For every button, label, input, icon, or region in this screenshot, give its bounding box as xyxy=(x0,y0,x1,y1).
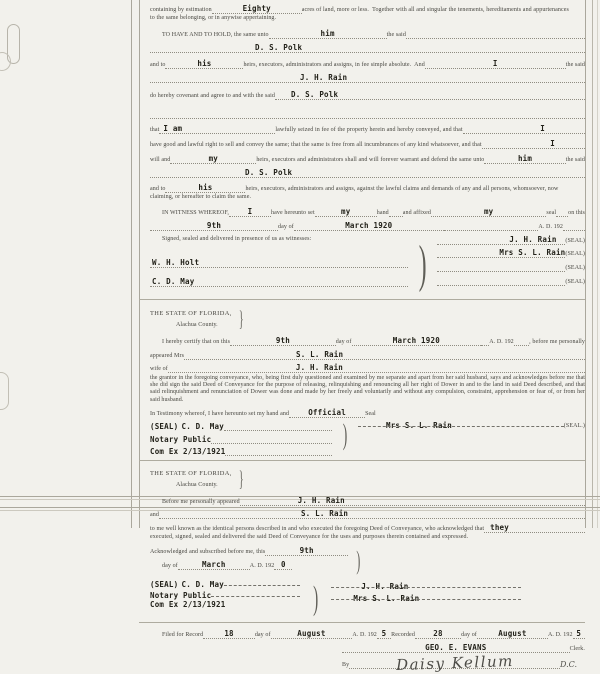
blank-line xyxy=(289,408,365,418)
left-rule-outer xyxy=(131,0,132,528)
typed-entry: Official xyxy=(308,407,346,417)
form-text: Signed, sealed and delivered in presence of us as witnesses: xyxy=(162,236,312,242)
form-text: have good and lawful right to sell and convey the same; that the same is free from all incumbrances of any kind whatsoever, and that xyxy=(150,142,482,148)
binder-hole-middle xyxy=(0,372,9,410)
blank-line xyxy=(159,124,275,134)
form-text: appeared Mrs xyxy=(150,353,185,359)
signature-line xyxy=(437,248,565,258)
county-label: Alachua County. xyxy=(176,481,218,488)
typed-entry: him xyxy=(320,29,335,38)
typed-entry: him xyxy=(517,154,533,163)
signature-line xyxy=(437,235,565,245)
form-text: heirs, executors, administrators and assigns, against the lawful claims and demands of any and all persons, whomsoever, now xyxy=(245,186,559,192)
blank-line xyxy=(211,591,300,600)
witness-signature-block xyxy=(150,235,585,294)
form-text: day of xyxy=(278,224,294,230)
seal-label: (SEAL) xyxy=(565,251,585,257)
typed-entry: March 1920 xyxy=(345,221,393,230)
form-text: day of xyxy=(461,631,477,638)
notary-column xyxy=(150,418,332,456)
typed-entry: J. H. Rain xyxy=(300,73,348,82)
blank-line xyxy=(150,43,585,53)
form-text: A. D. 192 xyxy=(249,562,275,569)
section-divider xyxy=(139,460,585,461)
left-rule-inner xyxy=(139,0,140,528)
form-text: day of xyxy=(254,631,271,638)
typed-entry: I xyxy=(247,207,253,216)
form-text: that xyxy=(150,127,160,133)
typed-signature: W. H. Holt xyxy=(152,258,200,267)
notary-column xyxy=(150,580,300,618)
filing-line xyxy=(150,629,585,639)
form-text: executed, signed, sealed and delivered the said Deed of Conveyance for the uses and purposes therein contained and expressed. xyxy=(150,533,469,540)
typed-entry: they xyxy=(490,522,509,532)
blank-line xyxy=(150,109,585,119)
right-rule-outer xyxy=(592,0,593,528)
form-text: and xyxy=(150,511,159,518)
typed-entry: August xyxy=(498,628,527,638)
blank-line xyxy=(184,350,585,360)
typed-entry: I xyxy=(492,59,498,68)
acknowledged-block xyxy=(150,546,585,576)
blank-line xyxy=(444,221,539,231)
form-text: the said xyxy=(565,62,585,68)
seal-label: (SEAL) xyxy=(565,279,585,285)
blank-line xyxy=(294,221,444,231)
form-text: A. D. 192 xyxy=(538,224,563,230)
blank-line xyxy=(377,629,391,639)
typed-entry: Com Ex 2/13/1921 xyxy=(150,446,226,456)
blank-line xyxy=(484,154,565,164)
seal-label: (SEAL) xyxy=(565,265,585,271)
form-text: Recorded xyxy=(391,631,415,638)
blank-line xyxy=(563,221,585,231)
typed-entry: March xyxy=(201,559,226,569)
by-label: By xyxy=(342,661,350,668)
blank-line xyxy=(275,90,585,100)
typed-entry: I am xyxy=(163,124,183,133)
blank-line xyxy=(315,207,377,217)
signature-line xyxy=(437,276,565,286)
grantor-ack-column xyxy=(358,418,585,456)
typed-entry: 9th xyxy=(299,545,314,555)
form-text: on this xyxy=(568,210,585,216)
form-text: A. D. 192 xyxy=(489,339,514,345)
form-text: heirs, executors, administrators and assigns, in fee simple absolute. And xyxy=(243,62,425,68)
blank-line xyxy=(389,207,403,217)
form-text: day of xyxy=(162,562,178,569)
blank-line xyxy=(230,336,336,346)
seal-label: (SEAL.) xyxy=(563,422,585,429)
typed-entry: 9th xyxy=(206,221,222,230)
section-divider xyxy=(139,299,585,300)
blank-line xyxy=(573,629,585,639)
county-label: Alachua County. xyxy=(176,322,218,328)
typed-entry: 18 xyxy=(224,628,234,638)
form-text: Acknowledged and subscribed before me, this xyxy=(150,548,266,555)
blank-line xyxy=(159,509,585,519)
brace-icon: ) xyxy=(418,236,427,293)
blank-line xyxy=(165,183,245,193)
grantor-signature-column xyxy=(437,235,585,294)
typed-signature: C. D. May xyxy=(181,579,224,589)
blank-line xyxy=(415,629,461,639)
typed-entry: D. S. Polk xyxy=(245,168,293,177)
blank-line xyxy=(178,560,250,570)
form-text: and affixed xyxy=(402,210,431,216)
form-text: TO HAVE AND TO HOLD, the same unto xyxy=(162,32,269,38)
form-text: the said xyxy=(565,157,585,163)
form-text: A. D. 192 xyxy=(352,631,377,638)
typed-entry: J. H. Rain xyxy=(295,363,344,372)
typed-entry: S. L. Rain xyxy=(296,350,344,359)
typed-entry: my xyxy=(341,207,351,216)
signature-line-dashed xyxy=(331,582,521,591)
form-text: containing by estimation xyxy=(150,7,212,13)
deed-text-column xyxy=(150,2,586,674)
form-text: the said xyxy=(386,32,406,38)
typed-signature: Mrs S. L. Rain xyxy=(386,420,453,430)
typed-entry: Eighty xyxy=(242,4,271,13)
typed-signature: C. D. May xyxy=(152,277,195,286)
form-text: I hereby certify that on this xyxy=(162,339,231,345)
blank-line xyxy=(406,29,585,39)
seal-label: (SEAL) xyxy=(565,238,585,244)
acknowledged-dates xyxy=(150,546,348,576)
blank-line xyxy=(556,207,568,217)
blank-line xyxy=(168,363,585,373)
blank-line xyxy=(203,629,255,639)
blank-line xyxy=(482,139,585,149)
form-text: hand xyxy=(376,210,389,216)
handwritten-signature: Daisy Kellum xyxy=(395,651,514,674)
typed-entry: D. S. Polk xyxy=(291,90,339,99)
typed-entry: Com Ex 2/13/1921 xyxy=(150,599,226,609)
blank-line xyxy=(150,73,585,83)
typed-entry: I xyxy=(550,139,555,148)
brace-icon: } xyxy=(238,306,244,331)
form-text: do hereby covenant and agree to and with the said xyxy=(150,93,276,99)
typed-entry: 0 xyxy=(280,559,286,569)
state-label: THE STATE OF FLORIDA, xyxy=(150,310,232,317)
typed-signature: GEO. E. EVANS xyxy=(425,642,487,652)
form-text: claiming, or hereafter to claim the same. xyxy=(150,194,252,200)
typed-entry: 5 xyxy=(576,628,582,638)
blank-line xyxy=(225,446,332,456)
typed-entry: 5 xyxy=(381,628,387,638)
notary-seal-block xyxy=(150,418,585,456)
form-text: A. D. 192 xyxy=(547,631,573,638)
blank-line xyxy=(274,560,292,570)
typed-entry: his xyxy=(197,59,212,68)
blank-line xyxy=(477,629,548,639)
typed-signature: Mrs S. L. Rain xyxy=(353,593,420,603)
blank-line xyxy=(352,336,482,346)
blank-line xyxy=(265,546,348,556)
brace-icon: ) xyxy=(313,579,319,617)
form-text: , before me personally xyxy=(529,339,586,345)
typed-entry: 9th xyxy=(275,336,290,345)
form-text: Filed for Record xyxy=(162,631,204,638)
witness-signature-line xyxy=(150,277,408,287)
blank-line xyxy=(349,651,560,674)
blank-line xyxy=(342,643,570,653)
blank-line xyxy=(150,221,278,231)
witness-signature-line xyxy=(150,258,408,268)
form-text: seal xyxy=(546,210,557,216)
witness-column xyxy=(150,235,408,294)
typed-seal: (SEAL) xyxy=(150,579,179,589)
typed-entry: Notary Public xyxy=(150,590,212,600)
signature-line-dashed xyxy=(331,594,521,603)
typed-entry: my xyxy=(483,207,494,216)
blank-line xyxy=(271,629,353,639)
signature-line xyxy=(437,262,565,272)
state-label: THE STATE OF FLORIDA, xyxy=(150,469,232,477)
form-text: will and xyxy=(150,157,171,163)
venue-header xyxy=(150,466,585,492)
form-text: day of xyxy=(335,339,352,345)
page-edge-shadow xyxy=(597,0,598,528)
form-text: In Testimony whereof, I have hereunto set my hand and xyxy=(150,410,290,417)
blank-line xyxy=(463,124,585,134)
form-text: and to xyxy=(150,62,166,68)
typed-entry: J. H. Rain xyxy=(297,495,345,505)
blank-line xyxy=(170,154,256,164)
form-text: to the same belonging, or in anywise appertaining. xyxy=(150,15,277,21)
form-text: Seal xyxy=(365,410,376,417)
blank-line xyxy=(514,336,529,346)
typed-entry: my xyxy=(208,154,219,163)
typed-signature: J. H. Rain xyxy=(361,581,409,591)
typed-signature: J. H. Rain xyxy=(509,235,557,244)
dower-release-paragraph: the grantor in the foregoing conveyance, who, being first duly questioned and examined by me separate and apart from her said husband, says and acknowledges before me that she did sign the said Deed of Conveyance for the purpose of releasing, relinquishing and renouncing all her right of Dower in and to the land in said Deed described, and that said relinquishment and renunciation of Dower was done and made by her freely and voluntarily and without any compulsion, constraint, apprehension or fear of, or from her said husband. xyxy=(150,375,585,403)
typed-entry: his xyxy=(198,183,213,192)
deputy-clerk-label: D.C. xyxy=(559,659,577,669)
form-text: Before me personally appeared xyxy=(162,498,240,505)
grantor-ack-column xyxy=(331,580,521,618)
form-text: have hereunto set xyxy=(271,210,315,216)
typed-entry: D. S. Polk xyxy=(255,43,303,52)
typed-signature: C. D. May xyxy=(181,421,224,431)
form-text: acres of land, more or less. Together with all and singular the tenements, hereditaments and appurtenances xyxy=(301,7,569,13)
typed-entry: March 1920 xyxy=(392,336,440,345)
form-text: to me well known as the identical persons described in and who executed the foregoing Deed of Conveyance, who acknowledged that xyxy=(150,525,485,532)
form-text: IN WITNESS WHEREOF, xyxy=(162,210,230,216)
brace-icon: ) xyxy=(356,545,361,575)
blank-line xyxy=(240,496,585,506)
typed-seal: (SEAL) xyxy=(150,421,179,431)
clerk-line xyxy=(150,643,585,653)
typed-entry: 28 xyxy=(433,628,443,638)
form-text: and to xyxy=(150,186,166,192)
typed-entry: I xyxy=(540,124,545,133)
blank-line xyxy=(224,580,300,589)
typed-entry: August xyxy=(297,628,326,638)
blank-line xyxy=(150,168,585,178)
brace-icon: } xyxy=(238,465,244,491)
blank-line xyxy=(211,434,332,444)
right-rule-inner xyxy=(585,0,586,528)
notary-seal-block xyxy=(150,580,585,618)
form-text: wife of xyxy=(150,366,168,372)
typed-signature: Mrs S. L. Rain xyxy=(499,248,566,257)
section-divider xyxy=(139,622,585,623)
clerk-label: Clerk. xyxy=(569,645,585,652)
blank-line xyxy=(269,29,387,39)
blank-line xyxy=(481,336,489,346)
blank-line xyxy=(431,207,546,217)
form-text: heirs, executors and administrators shall and will forever warrant and defend the same unto xyxy=(256,157,485,163)
deputy-line xyxy=(150,651,585,674)
brace-icon: ) xyxy=(342,417,348,451)
venue-header xyxy=(150,306,585,332)
blank-line xyxy=(224,421,332,431)
blank-line xyxy=(229,207,271,217)
blank-line xyxy=(425,59,566,69)
blank-line xyxy=(165,59,243,69)
typed-entry: S. L. Rain xyxy=(300,508,349,518)
typed-entry: Notary Public xyxy=(150,434,212,444)
signature-line-dashed xyxy=(358,421,564,430)
form-text: lawfully seized in fee of the property herein and hereby conveyed, and that xyxy=(275,127,463,133)
blank-line xyxy=(212,4,302,14)
